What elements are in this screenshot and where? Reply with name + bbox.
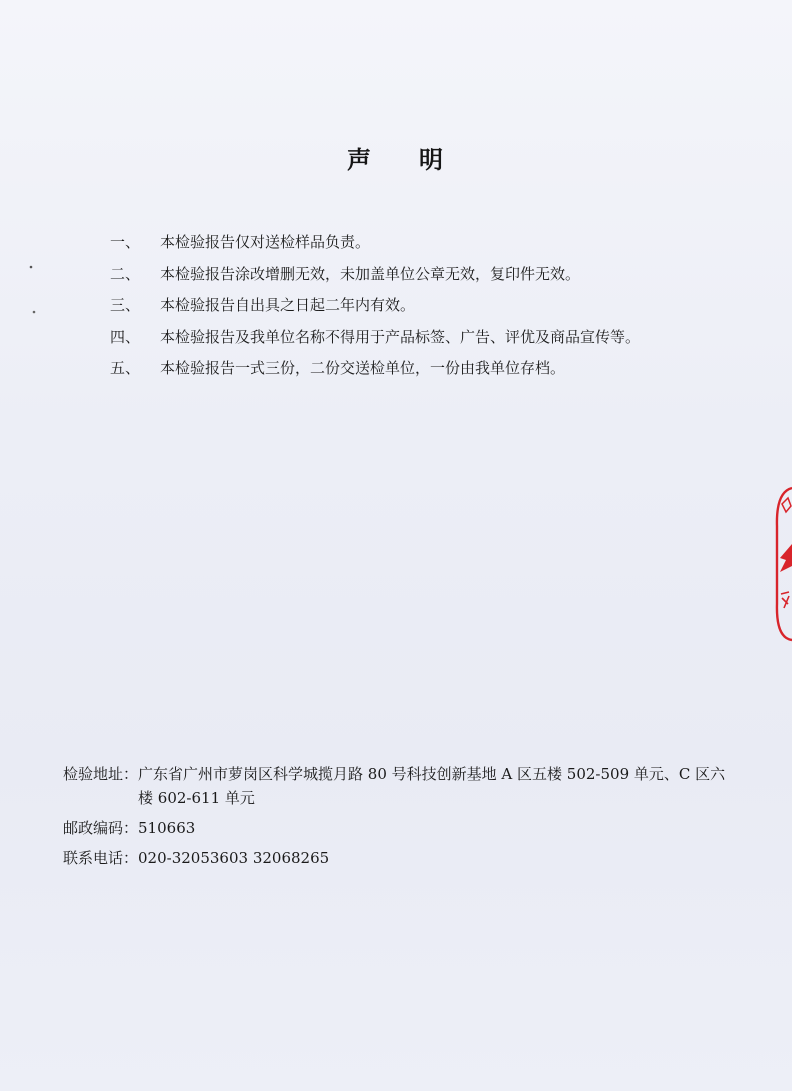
statement-list <box>110 230 750 388</box>
statement-item <box>110 262 750 294</box>
statement-number: 五、 <box>110 359 141 377</box>
statement-text: 本检验报告一式三份，二份交送检单位，一份由我单位存档。 <box>160 359 566 377</box>
statement-number: 四、 <box>110 327 141 346</box>
statement-number: 一、 <box>110 233 141 251</box>
title-char-1: 声 <box>347 146 373 174</box>
phone-label: 联系电话： <box>63 849 139 867</box>
postal-label: 邮政编码： <box>63 819 139 837</box>
statement-item <box>110 325 750 357</box>
statement-text: 本检验报告仅对送检样品负责。 <box>160 233 371 251</box>
phone-row <box>63 846 763 870</box>
statement-item <box>110 356 750 388</box>
address-row <box>63 762 763 810</box>
scan-marks <box>28 264 42 328</box>
statement-text: 本检验报告自出具之日起二年内有效。 <box>160 296 416 314</box>
contact-info <box>63 762 763 870</box>
official-seal-edge <box>774 486 792 642</box>
statement-text: 本检验报告涂改增删无效，未加盖单位公章无效，复印件无效。 <box>160 264 581 283</box>
statement-number: 三、 <box>110 296 141 314</box>
postal-row <box>63 816 763 840</box>
title-char-2: 明 <box>419 146 445 174</box>
address-label: 检验地址： <box>63 765 139 783</box>
page-title <box>0 140 792 175</box>
statement-item <box>110 293 750 325</box>
postal-value: 510663 <box>138 819 196 837</box>
address-value: 广东省广州市萝岗区科学城揽月路 80 号科技创新基地 A 区五楼 502-509 单元、C 区六楼 602-611 单元 <box>138 765 726 807</box>
statement-item <box>110 230 750 262</box>
statement-number: 二、 <box>110 264 141 283</box>
phone-value: 020-32053603 32068265 <box>138 849 330 867</box>
statement-text: 本检验报告及我单位名称不得用于产品标签、广告、评优及商品宣传等。 <box>160 327 641 346</box>
